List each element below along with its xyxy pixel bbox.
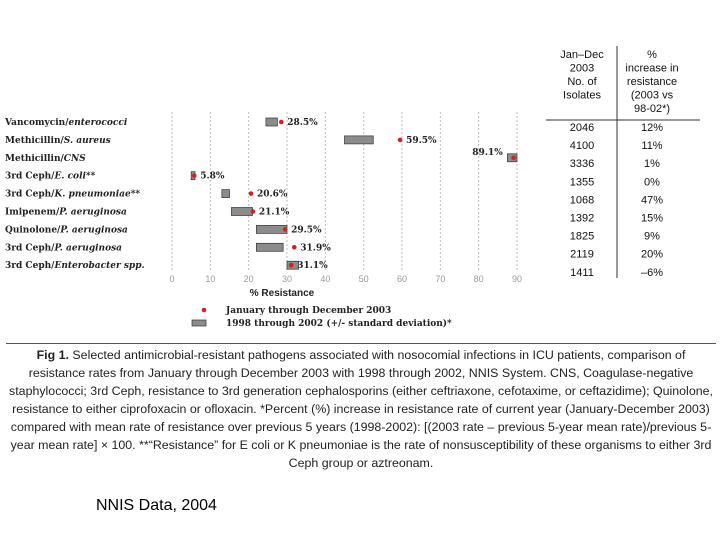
- pathogen-label: 3rd Ceph/K. pneumoniae**: [5, 189, 141, 200]
- range-box-1998-2002: [231, 208, 252, 216]
- range-box-1998-2002: [256, 225, 287, 233]
- pathogen-label: Imipenem/P. aeruginosa: [5, 207, 127, 218]
- table-cell-isolates: 2119: [570, 248, 594, 261]
- table-cell-isolates: 1392: [569, 212, 595, 225]
- table-cell-increase: –6%: [640, 266, 664, 279]
- data-label-2003: 21.1%: [258, 207, 290, 218]
- table-cell-increase: 1%: [644, 158, 660, 171]
- pathogen-label: Methicillin/CNS: [5, 153, 86, 164]
- table-header-increase: %: [647, 49, 657, 61]
- table-cell-isolates: 1825: [569, 230, 595, 243]
- table-header-isolates: Jan–Dec: [560, 49, 604, 61]
- table-cell-isolates: 1068: [569, 194, 595, 207]
- caption-text: Selected antimicrobial-resistant pathogens associated with nosocomial infections in ICU patients, comparison of resistance rates from January through December 2003 with 1998 through 2002, NNIS System. CNS, Coagulase-negative staphylococci; 3rd Ceph, resistance to 3rd generation cephalosporins (either ceftriaxone, cefotaxime, or ceftazidime); Quinolone, resistance to either ciprofoxacin or ofloxacin. *Percent (%) increase in resistance rate of current year (January-December 2003) compared with mean rate of resistance over previous 5 years (1998-2002): [(2003 rate – previous 5-year mean rate)/previous 5-year mean rate] × 100. **“Resistance” for E coli or K pneumoniae is the rate of nonsusceptibility of these organisms to either 3rd Ceph group or aztreonam.: [9, 348, 713, 470]
- dot-2003: [292, 245, 297, 250]
- x-tick-label: 70: [435, 274, 446, 284]
- data-label-2003: 28.5%: [287, 118, 318, 128]
- table-cell-increase: 47%: [640, 194, 664, 207]
- table-header-isolates: 2003: [569, 62, 595, 75]
- table-cell-isolates: 4100: [569, 140, 595, 153]
- pathogen-label: 3rd Ceph/Enterobacter spp.: [5, 261, 145, 272]
- legend-label-1998-2002: 1998 through 2002 (+/- standard deviation)*: [226, 319, 452, 329]
- figure-caption: [8, 346, 714, 472]
- x-tick-label: 30: [281, 274, 293, 284]
- x-tick-label: 10: [205, 274, 216, 284]
- x-tick-label: 20: [243, 274, 254, 284]
- data-label-2003: 31.9%: [300, 243, 331, 254]
- data-label-2003: 20.6%: [256, 189, 288, 200]
- x-axis-label: % Resistance: [249, 288, 315, 299]
- table-cell-increase: 9%: [644, 230, 660, 243]
- x-tick-label: 50: [358, 274, 369, 284]
- legend-dot-2003: [202, 308, 207, 313]
- table-cell-increase: 0%: [644, 176, 660, 189]
- range-box-1998-2002: [256, 243, 283, 251]
- dot-2003: [511, 156, 516, 161]
- x-tick-label: 0: [169, 274, 175, 284]
- x-tick-label: 90: [511, 274, 523, 284]
- dot-2003: [398, 138, 403, 143]
- pathogen-label: Methicillin/S. aureus: [5, 135, 111, 146]
- data-label-2003: 5.8%: [200, 171, 225, 182]
- table-cell-isolates: 1355: [569, 176, 595, 189]
- pathogen-label: 3rd Ceph/P. aeruginosa: [5, 243, 122, 254]
- legend-box-1998-2002: [192, 320, 206, 326]
- data-label-2003: 29.5%: [291, 225, 322, 236]
- table-cell-increase: 12%: [640, 122, 664, 134]
- pathogen-label: 3rd Ceph/E. coli**: [5, 171, 96, 182]
- dot-2003: [192, 173, 197, 178]
- table-cell-increase: 20%: [640, 248, 664, 261]
- source-label: NNIS Data, 2004: [96, 497, 217, 514]
- caption-divider: [6, 343, 716, 344]
- range-box-1998-2002: [345, 136, 374, 144]
- dot-2003: [279, 120, 284, 125]
- table-header-isolates: Isolates: [563, 89, 601, 102]
- table-cell-increase: 11%: [641, 140, 663, 153]
- dot-2003: [249, 191, 254, 196]
- data-label-2003: 89.1%: [472, 147, 503, 158]
- data-label-2003: 31.1%: [297, 261, 328, 272]
- data-label-2003: 59.5%: [406, 135, 437, 146]
- x-tick-label: 80: [473, 274, 484, 284]
- table-cell-isolates: 1411: [570, 266, 594, 279]
- table-cell-isolates: 3336: [569, 158, 595, 171]
- table-cell-increase: 15%: [640, 212, 664, 225]
- table-header-increase: resistance: [626, 76, 678, 88]
- table-header-increase: 98-02*): [633, 103, 671, 115]
- pathogen-label: Vancomycin/enterococci: [5, 118, 128, 128]
- dot-2003: [289, 263, 294, 268]
- table-cell-isolates: 2046: [569, 122, 595, 134]
- range-box-1998-2002: [266, 118, 278, 126]
- table-header-increase: (2003 vs: [630, 89, 674, 102]
- table-header-increase: increase in: [625, 62, 679, 75]
- range-box-1998-2002: [222, 190, 230, 198]
- pathogen-label: Quinolone/P. aeruginosa: [5, 225, 128, 236]
- x-tick-label: 40: [320, 274, 331, 284]
- dot-2003: [251, 209, 256, 214]
- table-header-isolates: No. of: [567, 76, 597, 88]
- x-tick-label: 60: [396, 274, 408, 284]
- legend-label-2003: January through December 2003: [226, 306, 392, 316]
- figure-number: Fig 1.: [36, 348, 69, 362]
- dot-2003: [283, 227, 288, 232]
